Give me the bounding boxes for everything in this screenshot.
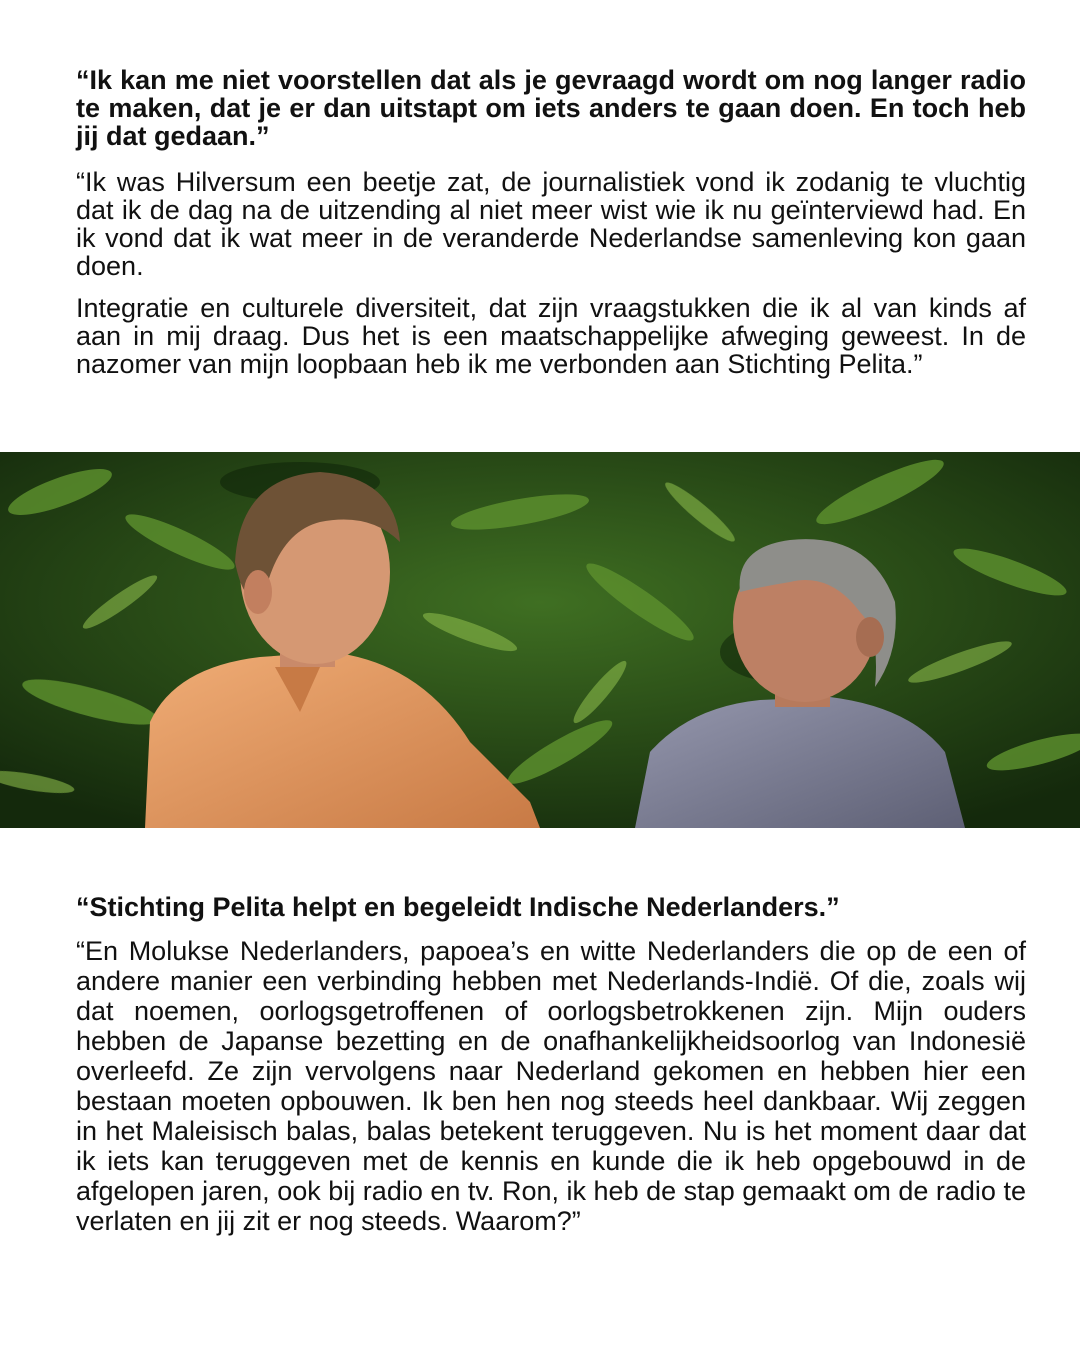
interview-photo [0,452,1080,828]
answer-1-paragraph-1: “Ik was Hilversum een beetje zat, de journalistiek vond ik zodanig te vluchtig dat ik de dag na de uitzending al niet meer wist wie ik nu geïnterviewd had. En ik vond dat ik wat meer in de veranderde Nederlandse samenleving kon gaan doen. [76,167,1026,281]
question-1: “Ik kan me niet voorstellen dat als je gevraagd wordt om nog langer radio te maken, dat je er dan uitstapt om iets anders te gaan doen. En toch heb jij dat gedaan.” [76,65,1026,151]
answer-1-paragraph-2: Integratie en culturele diversiteit, dat zijn vraagstukken die ik al van kinds af aan in mij draag. Dus het is een maatschappelijke afweging geweest. In de nazomer van mijn loopbaan heb ik me verbonden aan Stichting Pelita.” [76,293,1026,379]
question-2: “Stichting Pelita helpt en begeleidt Indische Nederlanders.” [76,892,840,922]
answer-2: “En Molukse Nederlanders, papoea’s en witte Nederlanders die op de een of andere manier een verbinding hebben met Nederlands-Indië. Of die, zoals wij dat noemen, oorlogsgetroffenen of oorlogsbetrokkenen zijn. Mijn ouders hebben de Japanse bezetting en de onafhankelijkheidsoorlog van Indonesië overleefd. Ze zijn vervolgens naar Nederland gekomen en hebben hier een bestaan moeten opbouwen. Ik ben hen nog steeds heel dankbaar. Wij zeggen in het Maleisisch balas, balas betekent teruggeven. Nu is het moment daar dat ik iets kan teruggeven met de kennis en kunde die ik heb opgebouwd in de afgelopen jaren, ook bij radio en tv. Ron, ik heb de stap gemaakt om de radio te verlaten en jij zit er nog steeds. Waarom?” [76,936,1026,1236]
